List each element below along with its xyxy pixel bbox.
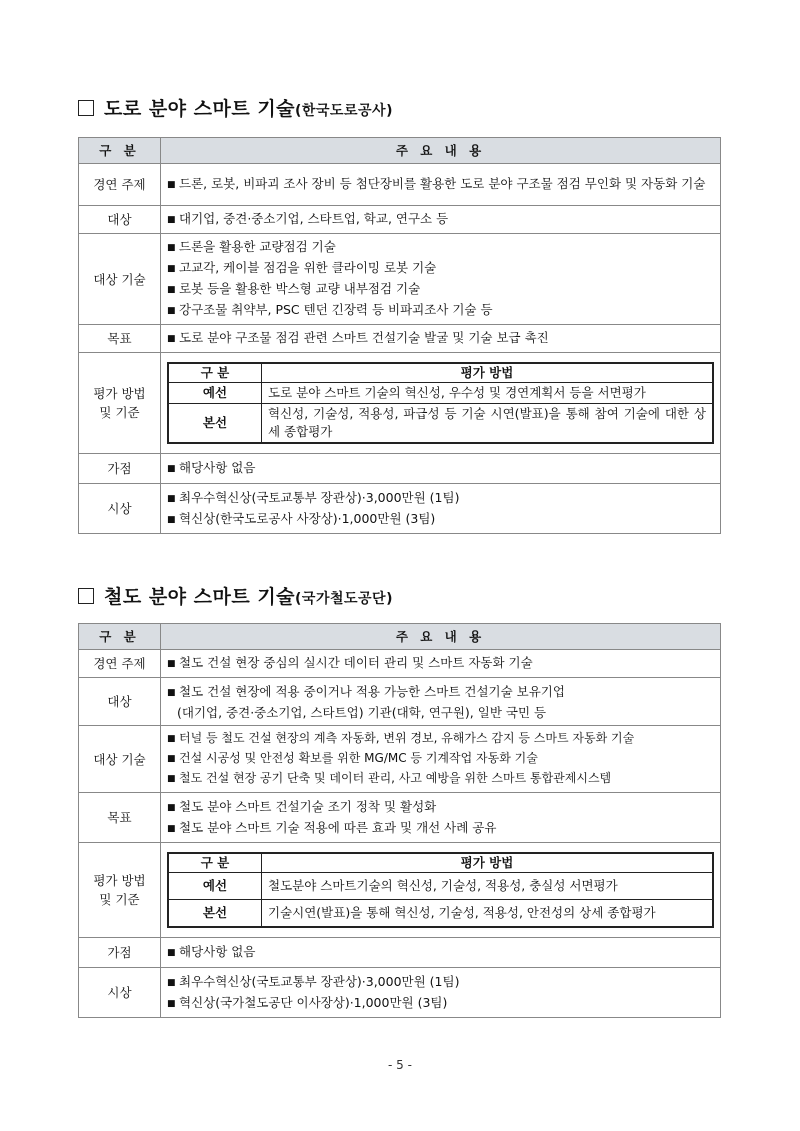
row-content-target: ■ 대기업, 중견·중소기업, 스타트업, 학교, 연구소 등 <box>161 206 721 234</box>
eval-final-label: 본선 <box>168 404 262 444</box>
eval-head-category: 구 분 <box>168 363 262 383</box>
row-content-theme: ■ 드론, 로봇, 비파괴 조사 장비 등 첨단장비를 활용한 도로 분야 구조물 점검 무인화 및 자동화 기술 <box>161 164 721 206</box>
row-label-bonus: 가점 <box>79 454 161 484</box>
row-content-award: ■ 최우수혁신상(국토교통부 장관상)·3,000만원 (1팀) ■ 혁신상(국가철도공단 이사장상)·1,000만원 (3팀) <box>161 968 721 1018</box>
eval-prelim-label: 예선 <box>168 873 262 900</box>
section-1-table <box>78 137 721 534</box>
row-content-tech: ■ 드론을 활용한 교량점검 기술 ■ 고교각, 케이블 점검을 위한 클라이밍 로봇 기술 ■ 로봇 등을 활용한 박스형 교량 내부점검 기술 ■ 강구조물 취약부, PSC 텐던 긴장력 등 비파괴조사 기술 등 <box>161 234 721 325</box>
section-2-table <box>78 623 721 1018</box>
row-label-tech: 대상 기술 <box>79 726 161 793</box>
eval-inner-table <box>167 852 714 928</box>
row-label-eval: 평가 방법 및 기준 <box>79 353 161 454</box>
eval-final-desc: 기술시연(발표)을 통해 혁신성, 기술성, 적용성, 안전성의 상세 종합평가 <box>262 900 714 928</box>
row-content-eval <box>161 353 721 454</box>
section-1-org: (한국도로공사) <box>295 103 393 119</box>
row-label-theme: 경연 주제 <box>79 164 161 206</box>
eval-prelim-label: 예선 <box>168 383 262 404</box>
row-label-target: 대상 <box>79 206 161 234</box>
header-content: 주 요 내 용 <box>161 138 721 164</box>
section-1-title: 도로 분야 스마트 기술(한국도로공사) <box>78 94 393 121</box>
section-2-org: (국가철도공단) <box>295 591 393 607</box>
checkbox-square-icon <box>78 588 94 604</box>
eval-prelim-desc: 철도분야 스마트기술의 혁신성, 기술성, 적용성, 충실성 서면평가 <box>262 873 714 900</box>
row-label-target: 대상 <box>79 678 161 726</box>
eval-final-label: 본선 <box>168 900 262 928</box>
row-content-theme: ■ 철도 건설 현장 중심의 실시간 데이터 관리 및 스마트 자동화 기술 <box>161 650 721 678</box>
checkbox-square-icon <box>78 100 94 116</box>
row-label-award: 시상 <box>79 968 161 1018</box>
row-label-bonus: 가점 <box>79 938 161 968</box>
header-content: 주 요 내 용 <box>161 624 721 650</box>
row-label-award: 시상 <box>79 484 161 534</box>
row-content-tech: ■ 터널 등 철도 건설 현장의 계측 자동화, 변위 경보, 유해가스 감지 등 스마트 자동화 기술 ■ 건설 시공성 및 안전성 확보를 위한 MG/MC 등 기계작업 자동화 기술 ■ 철도 건설 현장 공기 단축 및 데이터 관리, 사고 예방을 위한 스마트 통합관제시스템 <box>161 726 721 793</box>
row-content-award: ■ 최우수혁신상(국토교통부 장관상)·3,000만원 (1팀) ■ 혁신상(한국도로공사 사장상)·1,000만원 (3팀) <box>161 484 721 534</box>
row-content-bonus: ■ 해당사항 없음 <box>161 938 721 968</box>
header-category: 구 분 <box>79 624 161 650</box>
row-label-tech: 대상 기술 <box>79 234 161 325</box>
header-category: 구 분 <box>79 138 161 164</box>
eval-final-desc: 혁신성, 기술성, 적용성, 파급성 등 기술 시연(발표)을 통해 참여 기술에 대한 상세 종합평가 <box>262 404 714 444</box>
row-content-goal: ■ 도로 분야 구조물 점검 관련 스마트 건설기술 발굴 및 기술 보급 촉진 <box>161 325 721 353</box>
row-label-theme: 경연 주제 <box>79 650 161 678</box>
eval-head-category: 구 분 <box>168 853 262 873</box>
row-content-eval <box>161 843 721 938</box>
row-label-goal: 목표 <box>79 325 161 353</box>
section-2-title: 철도 분야 스마트 기술(국가철도공단) <box>78 582 393 609</box>
eval-head-method: 평가 방법 <box>262 363 714 383</box>
page-number: - 5 - <box>388 1058 412 1072</box>
row-content-goal: ■ 철도 분야 스마트 건설기술 조기 정착 및 활성화 ■ 철도 분야 스마트 기술 적용에 따른 효과 및 개선 사례 공유 <box>161 793 721 843</box>
row-content-bonus: ■ 해당사항 없음 <box>161 454 721 484</box>
row-label-goal: 목표 <box>79 793 161 843</box>
row-label-eval: 평가 방법 및 기준 <box>79 843 161 938</box>
eval-prelim-desc: 도로 분야 스마트 기술의 혁신성, 우수성 및 경연계획서 등을 서면평가 <box>262 383 714 404</box>
eval-inner-table <box>167 362 714 444</box>
row-content-target: ■ 철도 건설 현장에 적용 중이거나 적용 가능한 스마트 건설기술 보유기업 (대기업, 중견·중소기업, 스타트업) 기관(대학, 연구원), 일반 국민 등 <box>161 678 721 726</box>
eval-head-method: 평가 방법 <box>262 853 714 873</box>
